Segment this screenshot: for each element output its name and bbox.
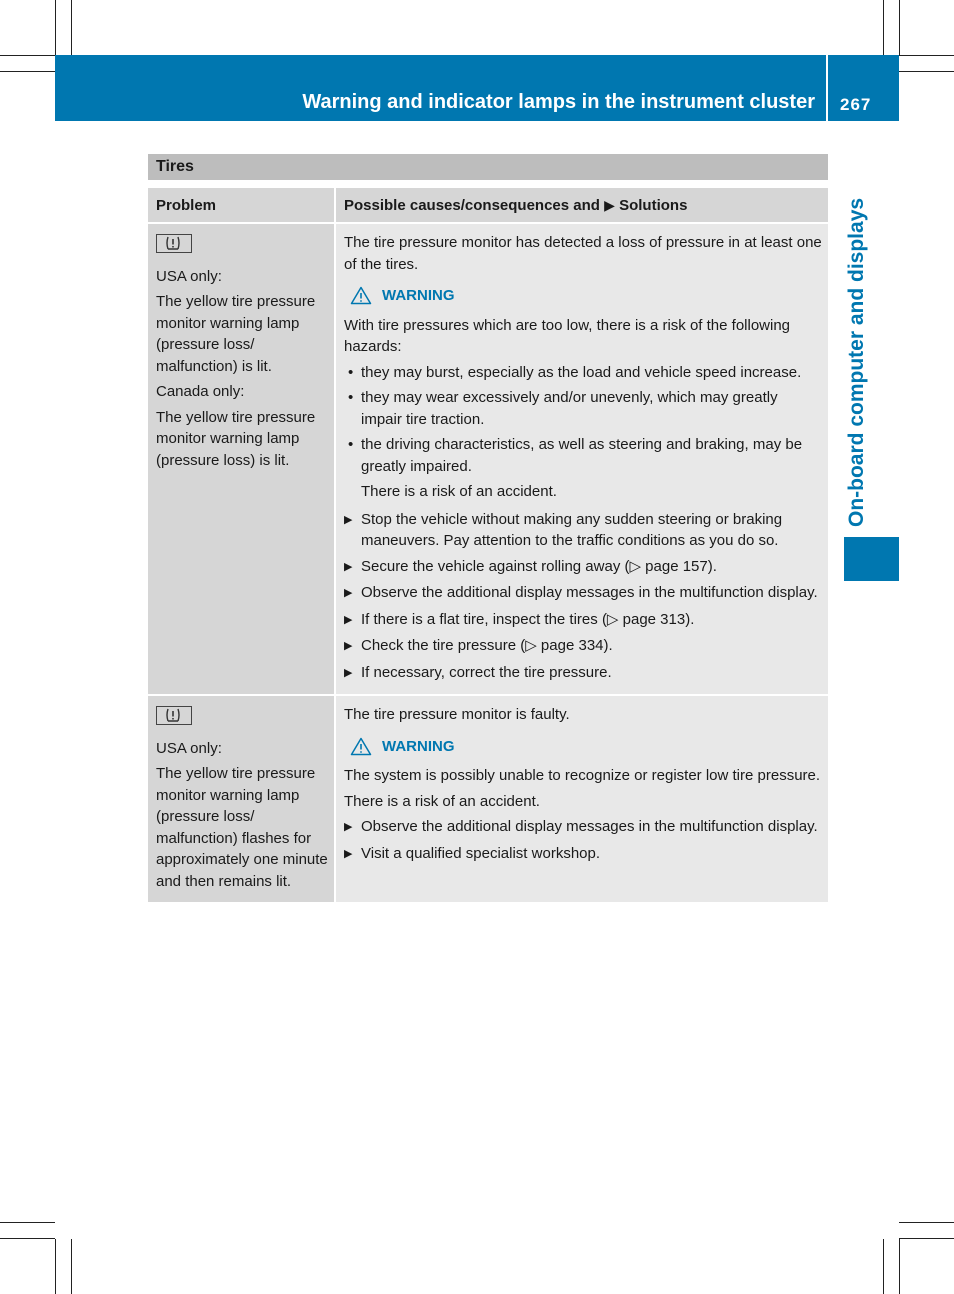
list-item — [344, 843, 822, 866]
header-solutions — [335, 188, 828, 223]
list-item: • the driving characteristics, as well as steering and braking, may be greatly impaired. — [348, 434, 822, 477]
step-text: Observe the additional display messages in the multifunction display. — [361, 818, 818, 835]
crop-mark — [55, 0, 56, 55]
warning-text: The system is possibly unable to recognize or register low tire pressure. — [344, 767, 821, 784]
solution-cell — [335, 695, 828, 902]
list-item — [344, 556, 822, 579]
warning-label: WARNING — [382, 287, 455, 304]
tires-table — [148, 188, 828, 902]
warning-text: With tire pressures which are too low, there is a risk of the following hazards: — [344, 316, 791, 355]
crop-mark — [71, 1239, 72, 1294]
step-text: Secure the vehicle against rolling away (▷ page 157). — [361, 557, 717, 575]
list-item — [344, 582, 822, 605]
arrow-right-icon: ▶ — [604, 197, 615, 214]
tire-pressure-warning-icon — [156, 234, 192, 253]
header-solutions-label: Solutions — [619, 197, 688, 215]
crop-mark — [899, 1222, 954, 1223]
arrow-right-icon: ▶ — [344, 560, 353, 573]
step-text: Observe the additional display messages in the multifunction display. — [361, 584, 818, 601]
crop-mark — [0, 71, 55, 72]
crop-mark — [899, 55, 954, 56]
problem-text: Canada only: — [156, 383, 245, 400]
step-text: Stop the vehicle without making any sudden steering or braking maneuvers. Pay attention to the traffic conditions as you do so. — [361, 510, 783, 549]
warning-label: WARNING — [382, 737, 455, 755]
crop-mark — [0, 55, 55, 56]
crop-mark — [883, 0, 884, 55]
table-header-row — [148, 188, 828, 223]
cause-text: The tire pressure monitor has detected a loss of pressure in at least one of the tires. — [344, 234, 822, 273]
bullet-text: they may wear excessively and/or unevenly, which may greatly impair tire traction. — [361, 389, 778, 428]
header-problem: Problem — [148, 188, 335, 223]
side-tab-title: On-board computer and displays — [845, 197, 868, 527]
list-item: • they may burst, especially as the load and vehicle speed increase. — [348, 362, 822, 384]
table-row — [148, 695, 828, 902]
list-item — [344, 662, 822, 685]
crop-mark — [0, 1222, 55, 1223]
list-item — [344, 635, 822, 658]
cause-text: The tire pressure monitor is faulty. — [344, 706, 570, 723]
arrow-right-icon: ▶ — [344, 513, 353, 526]
problem-cell — [148, 223, 335, 695]
risk-text: There is a risk of an accident. — [361, 483, 557, 500]
problem-text: The yellow tire pressure monitor warning lamp (pressure loss/ malfunction) flashes for approximately one minute and then remains lit. — [156, 765, 328, 890]
list-item — [344, 816, 822, 839]
crop-mark — [899, 1239, 900, 1294]
section-title: Tires — [156, 158, 194, 175]
step-text: If necessary, correct the tire pressure. — [361, 663, 612, 681]
crop-mark — [71, 0, 72, 55]
bullet-text: the driving characteristics, as well as steering and braking, may be greatly impaired. — [361, 436, 803, 475]
problem-text: The yellow tire pressure monitor warning lamp (pressure loss) is lit. — [156, 408, 316, 469]
page-number: 267 — [840, 95, 872, 114]
crop-mark — [883, 1239, 884, 1294]
problem-text: USA only: — [156, 267, 222, 285]
crop-mark — [899, 71, 954, 72]
side-tab-marker — [844, 537, 899, 581]
problem-text: The yellow tire pressure monitor warning lamp (pressure loss/ malfunction) is lit. — [156, 293, 316, 375]
arrow-right-icon: ▶ — [344, 847, 353, 860]
bullet-text: they may burst, especially as the load and vehicle speed increase. — [361, 363, 802, 381]
list-item: • they may wear excessively and/or unevenly, which may greatly impair tire traction. — [348, 387, 822, 430]
page-header — [55, 55, 899, 121]
list-item — [344, 609, 822, 632]
arrow-right-icon: ▶ — [344, 640, 353, 652]
crop-mark — [55, 1239, 56, 1294]
problem-text: USA only: — [156, 739, 222, 757]
header-divider — [826, 55, 828, 121]
warning-heading — [350, 736, 822, 758]
crop-mark — [899, 1238, 954, 1239]
problem-cell — [148, 695, 335, 902]
crop-mark — [899, 0, 900, 55]
header-title: Warning and indicator lamps in the instrument cluster — [302, 91, 815, 113]
arrow-right-icon: ▶ — [344, 587, 353, 599]
step-text: Check the tire pressure (▷ page 334). — [361, 637, 613, 654]
header-solutions-causes: Possible causes/consequences and — [344, 197, 600, 215]
arrow-right-icon: ▶ — [344, 613, 353, 626]
warning-triangle-icon — [350, 286, 372, 305]
section-bar — [148, 154, 828, 180]
arrow-right-icon: ▶ — [344, 821, 353, 833]
risk-text: There is a risk of an accident. — [344, 792, 540, 810]
step-text: Visit a qualified specialist workshop. — [361, 844, 601, 862]
list-item — [344, 509, 822, 552]
table-row — [148, 223, 828, 695]
warning-triangle-icon — [350, 737, 372, 756]
tire-pressure-warning-icon — [156, 706, 192, 725]
step-text: If there is a flat tire, inspect the tires (▷ page 313). — [361, 610, 695, 628]
crop-mark — [0, 1238, 55, 1239]
solution-cell — [335, 223, 828, 695]
warning-heading — [350, 285, 822, 307]
arrow-right-icon: ▶ — [344, 666, 353, 679]
